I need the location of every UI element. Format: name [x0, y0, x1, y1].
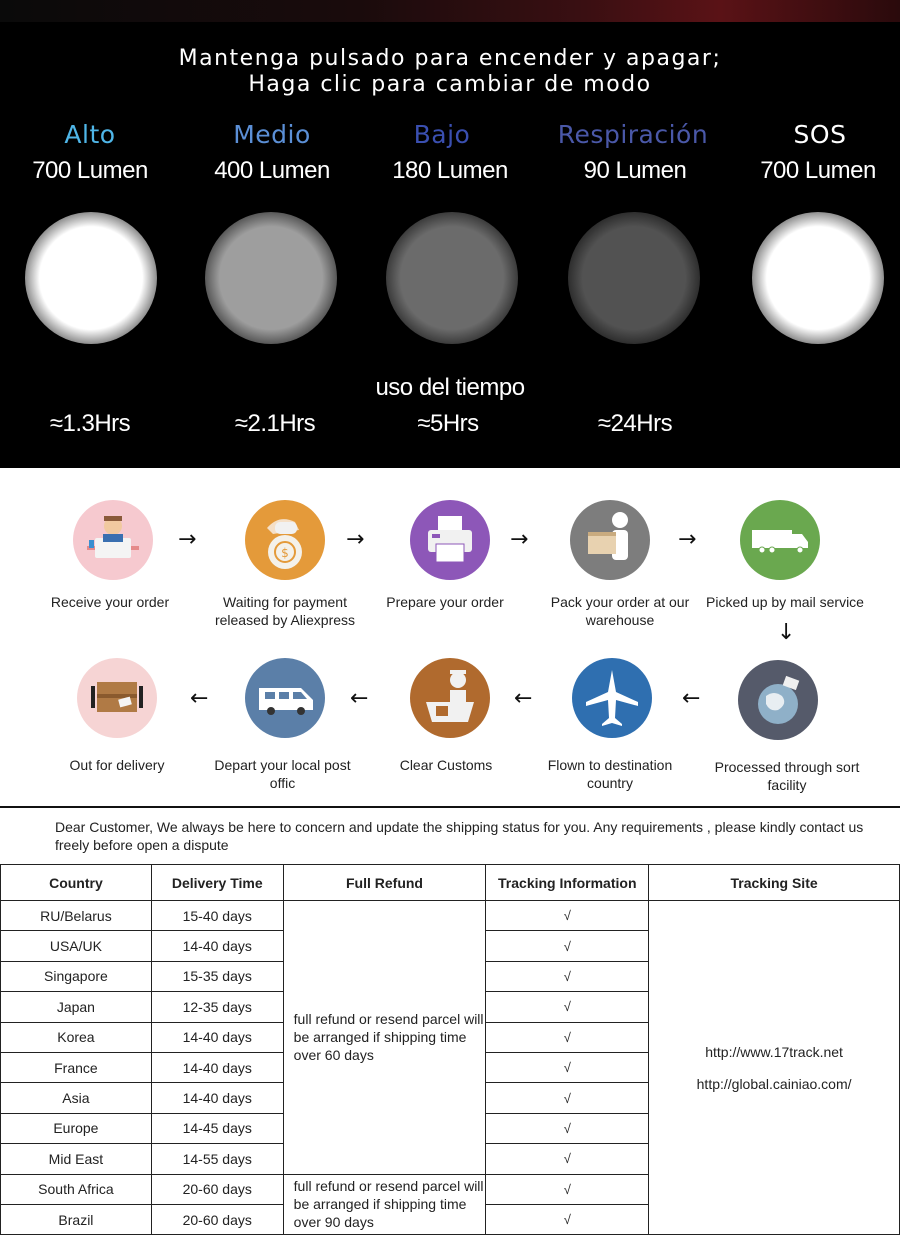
parcel-icon: [77, 658, 157, 738]
runtime-medio: ≈2.1Hrs: [234, 410, 316, 437]
person-at-desk-icon: [73, 500, 153, 580]
airplane-icon: [572, 658, 652, 738]
delivery-time-cell: 20-60 days: [151, 1174, 283, 1204]
delivery-time-cell: 14-55 days: [151, 1144, 283, 1174]
header-tracking-information: Tracking Information: [486, 865, 649, 901]
step-label-payment: Waiting for payment released by Aliexpress: [214, 594, 356, 628]
flashlight-modes-banner: [0, 0, 900, 468]
flow-arrow-right: →: [346, 527, 365, 552]
mode-lumen-sos: 700 Lumen: [760, 157, 876, 184]
mode-lumen-bajo: 180 Lumen: [392, 157, 508, 184]
tracking-check-cell: √: [486, 961, 649, 991]
truck-icon: [740, 500, 820, 580]
tracking-check-cell: √: [486, 1204, 649, 1234]
light-glow-sos: [752, 212, 884, 344]
runtime-bajo: ≈5Hrs: [417, 410, 479, 437]
banner-top-strip: [0, 0, 900, 22]
country-cell: Europe: [1, 1113, 152, 1143]
step-label-depart-post: Depart your local post offic: [214, 757, 351, 791]
flow-arrow-left: ←: [682, 686, 701, 711]
tracking-sites-cell: [649, 901, 900, 1235]
country-cell: Korea: [1, 1022, 152, 1052]
flow-arrow-right: →: [510, 527, 529, 552]
country-cell: Asia: [1, 1083, 152, 1113]
table-row: [1, 901, 900, 931]
tracking-check-cell: √: [486, 1113, 649, 1143]
delivery-time-cell: 14-40 days: [151, 1052, 283, 1082]
mode-name-sos: SOS: [793, 120, 847, 149]
country-cell: France: [1, 1052, 152, 1082]
country-cell: Singapore: [1, 961, 152, 991]
tracking-check-cell: √: [486, 901, 649, 931]
step-label-prepare: Prepare your order: [386, 594, 504, 610]
flow-arrow-right: →: [178, 527, 197, 552]
country-cell: South Africa: [1, 1174, 152, 1204]
delivery-time-cell: 14-40 days: [151, 1083, 283, 1113]
tracking-check-cell: √: [486, 1022, 649, 1052]
flow-arrow-left: ←: [350, 686, 369, 711]
step-label-processed: Processed through sort facility: [714, 759, 860, 793]
country-cell: RU/Belarus: [1, 901, 152, 931]
van-icon: [245, 658, 325, 738]
tracking-link-cainiao[interactable]: http://global.cainiao.com/: [696, 1075, 852, 1092]
header-country: Country: [1, 865, 152, 901]
step-label-out-for-delivery: Out for delivery: [69, 757, 165, 773]
tracking-check-cell: √: [486, 1144, 649, 1174]
tracking-check-cell: √: [486, 1083, 649, 1113]
runtime-title: uso del tiempo: [375, 374, 525, 401]
delivery-time-cell: 20-60 days: [151, 1204, 283, 1234]
mode-name-respiracion: Respiración: [557, 120, 709, 149]
step-label-flown: Flown to destination country: [547, 757, 673, 791]
section-divider: [0, 806, 900, 808]
country-cell: Brazil: [1, 1204, 152, 1234]
money-bag-icon: [245, 500, 325, 580]
light-glow-bajo: [386, 212, 518, 344]
delivery-time-cell: 15-35 days: [151, 961, 283, 991]
mode-lumen-medio: 400 Lumen: [214, 157, 330, 184]
step-label-pack: Pack your order at our warehouse: [550, 594, 690, 628]
tracking-check-cell: √: [486, 1174, 649, 1204]
mode-name-medio: Medio: [233, 120, 311, 149]
light-glow-medio: [205, 212, 337, 344]
tracking-check-cell: √: [486, 1052, 649, 1082]
delivery-time-cell: 14-45 days: [151, 1113, 283, 1143]
refund-policy-90: full refund or resend parcel will be arranged if shipping time over 90 days: [283, 1174, 486, 1235]
printer-icon: [410, 500, 490, 580]
customs-officer-icon: [410, 658, 490, 738]
delivery-time-cell: 15-40 days: [151, 901, 283, 931]
light-glow-respiracion: [568, 212, 700, 344]
mode-lumen-alto: 700 Lumen: [32, 157, 148, 184]
table-header-row: [1, 865, 900, 901]
shipping-table: [0, 864, 900, 1235]
header-delivery-time: Delivery Time: [151, 865, 283, 901]
package-worker-icon: [570, 500, 650, 580]
light-glow-alto: [25, 212, 157, 344]
delivery-time-cell: 14-40 days: [151, 1022, 283, 1052]
country-cell: Mid East: [1, 1144, 152, 1174]
mode-lumen-respiracion: 90 Lumen: [583, 157, 687, 184]
refund-policy-60: full refund or resend parcel will be arranged if shipping time over 60 days: [283, 901, 486, 1175]
delivery-time-cell: 14-40 days: [151, 931, 283, 961]
header-full-refund: Full Refund: [283, 865, 486, 901]
country-cell: USA/UK: [1, 931, 152, 961]
svg-text:$: $: [281, 546, 289, 560]
headline-line-1: Mantenga pulsado para encender y apagar;: [178, 46, 722, 71]
tracking-check-cell: √: [486, 931, 649, 961]
headline-line-2: Haga clic para cambiar de modo: [248, 72, 652, 97]
tracking-link-17track[interactable]: http://www.17track.net: [705, 1043, 843, 1060]
tracking-check-cell: √: [486, 992, 649, 1022]
runtime-alto: ≈1.3Hrs: [49, 410, 131, 437]
step-label-clear-customs: Clear Customs: [399, 757, 493, 773]
delivery-time-cell: 12-35 days: [151, 992, 283, 1022]
step-label-pickup: Picked up by mail service: [706, 594, 864, 610]
flow-arrow-left: ←: [190, 686, 209, 711]
flow-arrow-down: ↓: [777, 620, 796, 645]
step-label-receive: Receive your order: [50, 594, 170, 610]
country-cell: Japan: [1, 992, 152, 1022]
globe-icon: [738, 660, 818, 740]
header-tracking-site: Tracking Site: [649, 865, 900, 901]
mode-name-alto: Alto: [64, 120, 116, 149]
mode-name-bajo: Bajo: [413, 120, 471, 149]
runtime-respiracion: ≈24Hrs: [597, 410, 673, 437]
customer-notice: Dear Customer, We always be here to concern and update the shipping status for you. Any requirements , please kindly contact us freely before open a dispute: [55, 819, 864, 853]
flow-arrow-right: →: [678, 527, 697, 552]
flow-arrow-left: ←: [514, 686, 533, 711]
